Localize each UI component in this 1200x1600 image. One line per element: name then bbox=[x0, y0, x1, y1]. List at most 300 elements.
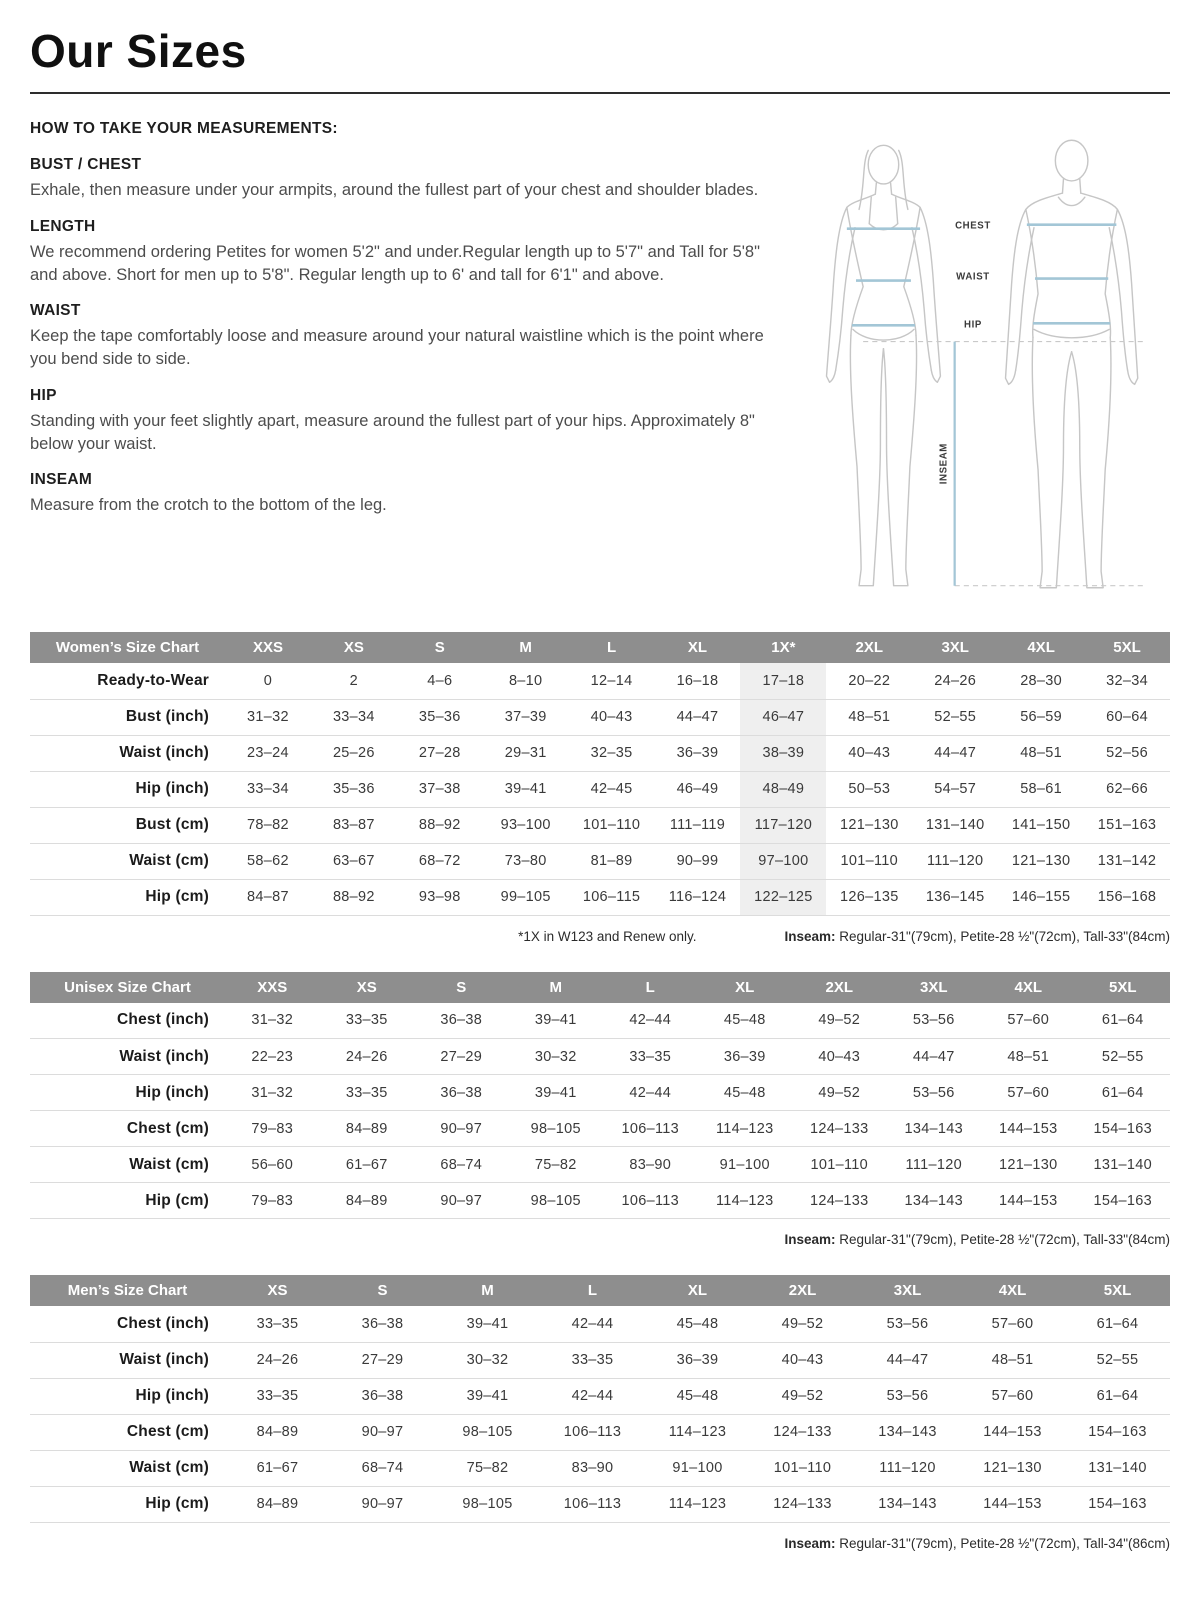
size-value-cell: 83–90 bbox=[629, 1156, 672, 1173]
table-row bbox=[30, 771, 1170, 807]
size-value-cell: 84–89 bbox=[345, 1120, 388, 1137]
size-value-cell: 29–31 bbox=[504, 745, 547, 761]
size-value-cell: 136–145 bbox=[925, 889, 985, 905]
size-value-cell: 122–125 bbox=[740, 879, 826, 915]
size-value-cell: 134–143 bbox=[878, 1496, 937, 1512]
table-row bbox=[30, 879, 1170, 915]
footnote: Inseam: Regular-31"(79cm), Petite-28 ½"(72cm), Tall-34"(86cm) bbox=[784, 1535, 1170, 1551]
size-value-cell: 42–44 bbox=[629, 1084, 672, 1101]
size-value-cell: 32–34 bbox=[1106, 672, 1148, 689]
size-value-cell: 84–87 bbox=[247, 889, 289, 905]
size-value-cell: 90–97 bbox=[361, 1496, 404, 1512]
size-column-header: 1X* bbox=[740, 632, 826, 663]
size-value-cell: 52–55 bbox=[1101, 1048, 1144, 1065]
size-value-cell: 126–135 bbox=[840, 889, 899, 905]
size-value-cell: 27–29 bbox=[440, 1048, 483, 1065]
size-value-cell: 98–105 bbox=[530, 1120, 581, 1137]
size-value-cell: 27–28 bbox=[418, 745, 461, 761]
size-value-cell: 36–38 bbox=[361, 1388, 404, 1404]
size-column-header: 5XL bbox=[1084, 632, 1170, 663]
size-value-cell: 48–51 bbox=[991, 1352, 1034, 1368]
chest-label: CHEST bbox=[955, 220, 991, 232]
size-value-cell: 16–18 bbox=[676, 672, 719, 689]
size-value-cell: 81–89 bbox=[590, 853, 633, 869]
size-value-cell: 36–39 bbox=[676, 745, 719, 761]
size-value-cell: 84–89 bbox=[256, 1496, 299, 1512]
row-label: Hip (inch) bbox=[135, 1387, 209, 1404]
size-value-cell: 106–113 bbox=[563, 1424, 622, 1440]
size-value-cell: 48–51 bbox=[1020, 745, 1063, 761]
size-value-cell: 49–52 bbox=[818, 1084, 861, 1101]
size-value-cell: 33–34 bbox=[247, 781, 289, 797]
row-label: Chest (inch) bbox=[117, 1011, 209, 1029]
size-value-cell: 30–32 bbox=[534, 1048, 577, 1065]
size-value-cell: 91–100 bbox=[672, 1460, 723, 1476]
size-value-cell: 39–41 bbox=[534, 1084, 577, 1101]
size-value-cell: 111–120 bbox=[927, 853, 984, 869]
size-value-cell: 25–26 bbox=[332, 745, 375, 761]
size-value-cell: 24–26 bbox=[934, 672, 977, 689]
size-value-cell: 106–113 bbox=[621, 1120, 679, 1137]
size-value-cell: 32–35 bbox=[590, 745, 633, 761]
size-value-cell: 23–24 bbox=[247, 745, 289, 761]
size-value-cell: 57–60 bbox=[991, 1388, 1034, 1404]
size-column-header: XS bbox=[311, 632, 397, 663]
size-value-cell: 49–52 bbox=[781, 1315, 824, 1332]
size-value-cell: 131–140 bbox=[1088, 1460, 1147, 1476]
size-value-cell: 48–49 bbox=[740, 771, 826, 807]
size-value-cell: 27–29 bbox=[361, 1352, 404, 1368]
size-value-cell: 57–60 bbox=[991, 1315, 1034, 1332]
instruction-body: Keep the tape comfortably loose and measure around your natural waistline which is the point where you bend side to side. bbox=[30, 327, 764, 369]
size-column-header: 2XL bbox=[750, 1275, 855, 1306]
row-label: Ready-to-Wear bbox=[97, 671, 209, 689]
size-value-cell: 154–163 bbox=[1088, 1496, 1147, 1512]
instruction-title: HIP bbox=[30, 386, 57, 404]
size-column-header: 2XL bbox=[826, 632, 912, 663]
inseam-label: INSEAM bbox=[938, 443, 950, 485]
size-value-cell: 63–67 bbox=[332, 853, 375, 869]
instruction-inseam bbox=[30, 471, 764, 517]
size-column-header: S bbox=[397, 632, 483, 663]
row-label: Waist (inch) bbox=[119, 1351, 209, 1368]
size-value-cell: 78–82 bbox=[247, 817, 289, 833]
size-value-cell: 52–55 bbox=[1096, 1352, 1139, 1368]
size-column-header: M bbox=[483, 632, 569, 663]
size-value-cell: 22–23 bbox=[251, 1048, 294, 1065]
size-column-header: XL bbox=[655, 632, 741, 663]
size-value-cell: 48–51 bbox=[848, 709, 891, 725]
size-value-cell: 101–110 bbox=[810, 1156, 868, 1173]
row-label: Hip (cm) bbox=[145, 1495, 209, 1512]
size-value-cell: 111–120 bbox=[905, 1156, 962, 1173]
size-value-cell: 31–32 bbox=[251, 1012, 294, 1029]
footnote: Inseam: Regular-31"(79cm), Petite-28 ½"(72cm), Tall-33"(84cm) bbox=[784, 1232, 1170, 1247]
size-value-cell: 57–60 bbox=[1007, 1012, 1050, 1029]
size-value-cell: 42–45 bbox=[590, 781, 633, 797]
size-value-cell: 124–133 bbox=[773, 1424, 832, 1440]
body-measurement-figures-illustration bbox=[780, 126, 1170, 604]
table-row bbox=[30, 1039, 1170, 1075]
size-value-cell: 45–48 bbox=[676, 1315, 719, 1332]
size-value-cell: 83–87 bbox=[332, 817, 375, 833]
size-value-cell: 61–64 bbox=[1101, 1084, 1144, 1101]
size-column-header: 3XL bbox=[887, 972, 982, 1003]
size-value-cell: 53–56 bbox=[912, 1012, 955, 1029]
size-value-cell: 52–56 bbox=[1106, 745, 1148, 761]
size-column-header: 3XL bbox=[912, 632, 998, 663]
size-column-header: L bbox=[540, 1275, 645, 1306]
table-row bbox=[30, 1147, 1170, 1183]
size-value-cell: 52–55 bbox=[934, 709, 977, 725]
size-value-cell: 114–123 bbox=[668, 1496, 727, 1512]
size-value-cell: 116–124 bbox=[668, 889, 727, 905]
instruction-title: BUST / CHEST bbox=[30, 156, 142, 173]
size-value-cell: 53–56 bbox=[886, 1388, 929, 1404]
instructions-heading: HOW TO TAKE YOUR MEASUREMENTS: bbox=[30, 120, 338, 137]
table-row bbox=[30, 1414, 1170, 1450]
size-value-cell: 31–32 bbox=[251, 1084, 294, 1101]
size-value-cell: 68–74 bbox=[440, 1156, 483, 1173]
size-value-cell: 8–10 bbox=[508, 672, 543, 689]
size-value-cell: 146–155 bbox=[1011, 889, 1071, 905]
size-value-cell: 36–38 bbox=[440, 1012, 483, 1029]
table-title: Unisex Size Chart bbox=[30, 972, 225, 1003]
row-label: Waist (cm) bbox=[129, 852, 209, 869]
size-value-cell: 60–64 bbox=[1106, 709, 1148, 725]
row-label: Chest (inch) bbox=[117, 1314, 209, 1332]
size-value-cell: 45–48 bbox=[723, 1084, 766, 1101]
woman-figure bbox=[827, 145, 941, 585]
size-column-header: XXS bbox=[225, 972, 320, 1003]
footnote: *1X in W123 and Renew only. bbox=[518, 928, 697, 944]
size-value-cell: 37–38 bbox=[418, 781, 461, 797]
table-row bbox=[30, 699, 1170, 735]
size-value-cell: 61–64 bbox=[1096, 1315, 1139, 1332]
size-column-header: L bbox=[603, 972, 698, 1003]
row-label: Hip (inch) bbox=[135, 1083, 209, 1101]
hip-label: HIP bbox=[963, 319, 982, 331]
size-value-cell: 88–92 bbox=[418, 817, 461, 833]
size-column-header: M bbox=[509, 972, 604, 1003]
size-value-cell: 111–120 bbox=[879, 1460, 936, 1476]
size-value-cell: 33–35 bbox=[629, 1048, 672, 1065]
size-value-cell: 40–43 bbox=[781, 1352, 824, 1368]
size-value-cell: 73–80 bbox=[504, 853, 547, 869]
size-value-cell: 88–92 bbox=[332, 889, 375, 905]
size-value-cell: 93–98 bbox=[418, 889, 461, 905]
table-row bbox=[30, 1306, 1170, 1342]
mens-size-chart-section bbox=[30, 1275, 1170, 1551]
size-value-cell: 31–32 bbox=[247, 709, 289, 725]
size-value-cell: 79–83 bbox=[251, 1192, 294, 1209]
size-column-header: 5XL bbox=[1076, 972, 1171, 1003]
size-value-cell: 30–32 bbox=[466, 1352, 509, 1368]
size-value-cell: 39–41 bbox=[466, 1388, 509, 1404]
size-value-cell: 42–44 bbox=[629, 1012, 672, 1029]
size-value-cell: 50–53 bbox=[848, 781, 891, 797]
table-row bbox=[30, 1378, 1170, 1414]
size-value-cell: 75–82 bbox=[466, 1460, 509, 1476]
size-value-cell: 121–130 bbox=[998, 1156, 1058, 1173]
size-value-cell: 54–57 bbox=[934, 781, 977, 797]
size-value-cell: 39–41 bbox=[504, 781, 547, 797]
womens-size-chart-section bbox=[30, 632, 1170, 944]
mens-size-chart bbox=[30, 1275, 1170, 1523]
waist-label: WAIST bbox=[956, 271, 990, 283]
size-value-cell: 56–60 bbox=[251, 1156, 294, 1173]
size-value-cell: 101–110 bbox=[773, 1460, 832, 1476]
size-column-header: S bbox=[330, 1275, 435, 1306]
size-value-cell: 42–44 bbox=[571, 1315, 614, 1332]
size-value-cell: 53–56 bbox=[912, 1084, 955, 1101]
size-value-cell: 37–39 bbox=[504, 709, 547, 725]
mens-chart-footnotes bbox=[30, 1536, 1170, 1551]
size-value-cell: 48–51 bbox=[1007, 1048, 1050, 1065]
size-value-cell: 106–113 bbox=[563, 1496, 622, 1512]
size-value-cell: 61–67 bbox=[256, 1460, 299, 1476]
instruction-bust-chest bbox=[30, 156, 764, 202]
size-value-cell: 24–26 bbox=[345, 1048, 388, 1065]
instruction-title: LENGTH bbox=[30, 217, 96, 235]
measurement-section bbox=[30, 120, 1170, 604]
size-value-cell: 44–47 bbox=[676, 709, 719, 725]
unisex-size-chart bbox=[30, 972, 1170, 1220]
size-value-cell: 144–153 bbox=[983, 1424, 1042, 1440]
size-value-cell: 124–133 bbox=[773, 1496, 832, 1512]
size-column-header: 4XL bbox=[981, 972, 1076, 1003]
size-value-cell: 99–105 bbox=[500, 889, 551, 905]
size-value-cell: 40–43 bbox=[818, 1048, 861, 1065]
size-value-cell: 28–30 bbox=[1020, 672, 1063, 689]
table-row bbox=[30, 843, 1170, 879]
size-value-cell: 134–143 bbox=[904, 1192, 964, 1209]
table-row bbox=[30, 807, 1170, 843]
size-value-cell: 33–35 bbox=[345, 1084, 388, 1101]
size-value-cell: 117–120 bbox=[740, 807, 826, 843]
size-value-cell: 45–48 bbox=[676, 1388, 719, 1404]
size-value-cell: 131–142 bbox=[1097, 853, 1157, 869]
row-label: Chest (cm) bbox=[126, 1119, 209, 1137]
size-column-header: S bbox=[414, 972, 509, 1003]
size-value-cell: 57–60 bbox=[1007, 1084, 1050, 1101]
measurement-instructions bbox=[30, 120, 764, 533]
size-column-header: XS bbox=[320, 972, 415, 1003]
size-value-cell: 56–59 bbox=[1020, 709, 1063, 725]
size-value-cell: 42–44 bbox=[571, 1388, 614, 1404]
size-column-header: M bbox=[435, 1275, 540, 1306]
size-value-cell: 144–153 bbox=[998, 1192, 1058, 1209]
size-value-cell: 131–140 bbox=[925, 817, 985, 833]
size-value-cell: 91–100 bbox=[719, 1156, 770, 1173]
unisex-chart-footnotes bbox=[30, 1232, 1170, 1247]
size-value-cell: 33–34 bbox=[332, 709, 375, 725]
size-column-header: 4XL bbox=[998, 632, 1084, 663]
size-value-cell: 106–113 bbox=[621, 1192, 679, 1209]
size-column-header: 5XL bbox=[1065, 1275, 1170, 1306]
size-value-cell: 134–143 bbox=[878, 1424, 937, 1440]
row-label: Waist (cm) bbox=[129, 1459, 209, 1476]
size-value-cell: 68–74 bbox=[361, 1460, 404, 1476]
unisex-size-chart-section bbox=[30, 972, 1170, 1248]
size-value-cell: 114–123 bbox=[716, 1120, 774, 1137]
size-value-cell: 58–62 bbox=[247, 853, 289, 869]
size-value-cell: 154–163 bbox=[1088, 1424, 1147, 1440]
size-column-header: XXS bbox=[225, 632, 311, 663]
size-value-cell: 39–41 bbox=[466, 1315, 509, 1332]
table-title: Men’s Size Chart bbox=[30, 1275, 225, 1306]
instruction-body: Exhale, then measure under your armpits, around the fullest part of your chest and shoulder blades. bbox=[30, 181, 759, 199]
size-value-cell: 68–72 bbox=[418, 853, 461, 869]
size-value-cell: 98–105 bbox=[462, 1424, 513, 1440]
size-value-cell: 12–14 bbox=[590, 672, 633, 689]
size-column-header: XS bbox=[225, 1275, 330, 1306]
page-title: Our Sizes bbox=[30, 25, 247, 77]
size-value-cell: 144–153 bbox=[998, 1120, 1058, 1137]
size-value-cell: 151–163 bbox=[1097, 817, 1157, 833]
size-value-cell: 58–61 bbox=[1020, 781, 1063, 797]
size-value-cell: 114–123 bbox=[668, 1424, 727, 1440]
size-value-cell: 2 bbox=[349, 672, 359, 689]
size-value-cell: 90–97 bbox=[440, 1120, 483, 1137]
size-value-cell: 121–130 bbox=[840, 817, 899, 833]
size-value-cell: 35–36 bbox=[332, 781, 375, 797]
table-title: Women’s Size Chart bbox=[30, 632, 225, 663]
size-value-cell: 36–39 bbox=[676, 1352, 719, 1368]
size-value-cell: 131–140 bbox=[1093, 1156, 1153, 1173]
size-value-cell: 33–35 bbox=[345, 1012, 388, 1029]
size-value-cell: 40–43 bbox=[848, 745, 891, 761]
size-value-cell: 61–64 bbox=[1096, 1388, 1139, 1404]
size-value-cell: 93–100 bbox=[500, 817, 551, 833]
size-column-header: XL bbox=[698, 972, 793, 1003]
size-value-cell: 121–130 bbox=[1011, 853, 1071, 869]
size-value-cell: 141–150 bbox=[1011, 817, 1071, 833]
size-value-cell: 84–89 bbox=[345, 1192, 388, 1209]
size-value-cell: 46–49 bbox=[676, 781, 719, 797]
size-value-cell: 20–22 bbox=[848, 672, 891, 689]
size-value-cell: 35–36 bbox=[418, 709, 461, 725]
table-row bbox=[30, 735, 1170, 771]
size-value-cell: 111–119 bbox=[669, 817, 726, 833]
size-column-header: 3XL bbox=[855, 1275, 960, 1306]
size-value-cell: 33–35 bbox=[571, 1352, 614, 1368]
size-value-cell: 40–43 bbox=[590, 709, 633, 725]
row-label: Hip (inch) bbox=[135, 780, 209, 797]
womens-chart-footnotes bbox=[30, 929, 1170, 944]
size-column-header: L bbox=[569, 632, 655, 663]
instruction-body: Measure from the crotch to the bottom of the leg. bbox=[30, 496, 387, 515]
instruction-hip bbox=[30, 387, 764, 456]
size-value-cell: 134–143 bbox=[904, 1120, 964, 1137]
size-value-cell: 90–99 bbox=[676, 853, 719, 869]
size-value-cell: 101–110 bbox=[840, 853, 899, 869]
size-value-cell: 38–39 bbox=[740, 735, 826, 771]
size-value-cell: 98–105 bbox=[462, 1496, 513, 1512]
size-column-header: XL bbox=[645, 1275, 750, 1306]
table-row bbox=[30, 663, 1170, 699]
instruction-body: Standing with your feet slightly apart, measure around the fullest part of your hips. Approximately 8" below your waist. bbox=[30, 411, 755, 453]
size-value-cell: 121–130 bbox=[983, 1460, 1042, 1476]
size-value-cell: 98–105 bbox=[530, 1192, 581, 1209]
table-row bbox=[30, 1486, 1170, 1522]
table-row bbox=[30, 1111, 1170, 1147]
size-value-cell: 44–47 bbox=[886, 1352, 929, 1368]
size-value-cell: 114–123 bbox=[716, 1192, 774, 1209]
size-value-cell: 124–133 bbox=[809, 1120, 869, 1137]
size-value-cell: 90–97 bbox=[440, 1192, 483, 1209]
instruction-title: WAIST bbox=[30, 302, 81, 320]
size-value-cell: 97–100 bbox=[740, 843, 826, 879]
size-value-cell: 0 bbox=[263, 672, 273, 689]
row-label: Chest (cm) bbox=[126, 1423, 209, 1440]
size-value-cell: 53–56 bbox=[886, 1315, 929, 1332]
size-column-header: 4XL bbox=[960, 1275, 1065, 1306]
table-row bbox=[30, 1450, 1170, 1486]
size-value-cell: 61–67 bbox=[345, 1156, 388, 1173]
title-divider bbox=[30, 92, 1170, 94]
row-label: Waist (inch) bbox=[119, 1047, 209, 1065]
size-value-cell: 62–66 bbox=[1106, 781, 1148, 797]
size-value-cell: 49–52 bbox=[781, 1388, 824, 1404]
table-row bbox=[30, 1075, 1170, 1111]
size-value-cell: 124–133 bbox=[809, 1192, 869, 1209]
size-value-cell: 154–163 bbox=[1093, 1192, 1153, 1209]
size-value-cell: 45–48 bbox=[723, 1012, 766, 1029]
size-value-cell: 33–35 bbox=[256, 1388, 299, 1404]
size-value-cell: 79–83 bbox=[251, 1120, 294, 1137]
row-label: Bust (cm) bbox=[135, 816, 209, 833]
size-value-cell: 36–38 bbox=[361, 1315, 404, 1332]
table-row bbox=[30, 1003, 1170, 1039]
instruction-length bbox=[30, 218, 764, 287]
size-column-header: 2XL bbox=[792, 972, 887, 1003]
size-value-cell: 156–168 bbox=[1097, 889, 1157, 905]
size-value-cell: 33–35 bbox=[256, 1315, 299, 1332]
size-value-cell: 90–97 bbox=[361, 1424, 404, 1440]
size-value-cell: 106–115 bbox=[582, 889, 641, 905]
size-value-cell: 84–89 bbox=[256, 1424, 299, 1440]
instruction-body: We recommend ordering Petites for women 5'2" and under.Regular length up to 5'7" and Tall for 5'8" and above. Short for men up to 5'8". Regular length up to 6' and tall for 6'1" and above. bbox=[30, 242, 760, 284]
table-row bbox=[30, 1183, 1170, 1219]
row-label: Bust (inch) bbox=[125, 708, 209, 725]
womens-size-chart bbox=[30, 632, 1170, 916]
size-value-cell: 44–47 bbox=[912, 1048, 955, 1065]
size-value-cell: 36–39 bbox=[723, 1048, 766, 1065]
size-value-cell: 49–52 bbox=[818, 1012, 861, 1029]
row-label: Waist (cm) bbox=[129, 1155, 209, 1173]
size-value-cell: 4–6 bbox=[427, 672, 453, 689]
row-label: Waist (inch) bbox=[119, 744, 209, 761]
measurement-diagram bbox=[780, 126, 1170, 604]
size-value-cell: 46–47 bbox=[740, 699, 826, 735]
size-value-cell: 39–41 bbox=[534, 1012, 577, 1029]
instruction-waist bbox=[30, 302, 764, 371]
size-value-cell: 83–90 bbox=[571, 1460, 614, 1476]
table-row bbox=[30, 1342, 1170, 1378]
size-value-cell: 36–38 bbox=[440, 1084, 483, 1101]
instruction-title: INSEAM bbox=[30, 471, 93, 489]
size-value-cell: 61–64 bbox=[1101, 1012, 1144, 1029]
row-label: Hip (cm) bbox=[145, 888, 209, 905]
size-value-cell: 154–163 bbox=[1093, 1120, 1153, 1137]
size-value-cell: 75–82 bbox=[534, 1156, 577, 1173]
size-value-cell: 144–153 bbox=[983, 1496, 1042, 1512]
size-value-cell: 24–26 bbox=[256, 1352, 299, 1368]
man-figure bbox=[1006, 140, 1138, 587]
size-value-cell: 101–110 bbox=[582, 817, 641, 833]
row-label: Hip (cm) bbox=[145, 1191, 209, 1209]
